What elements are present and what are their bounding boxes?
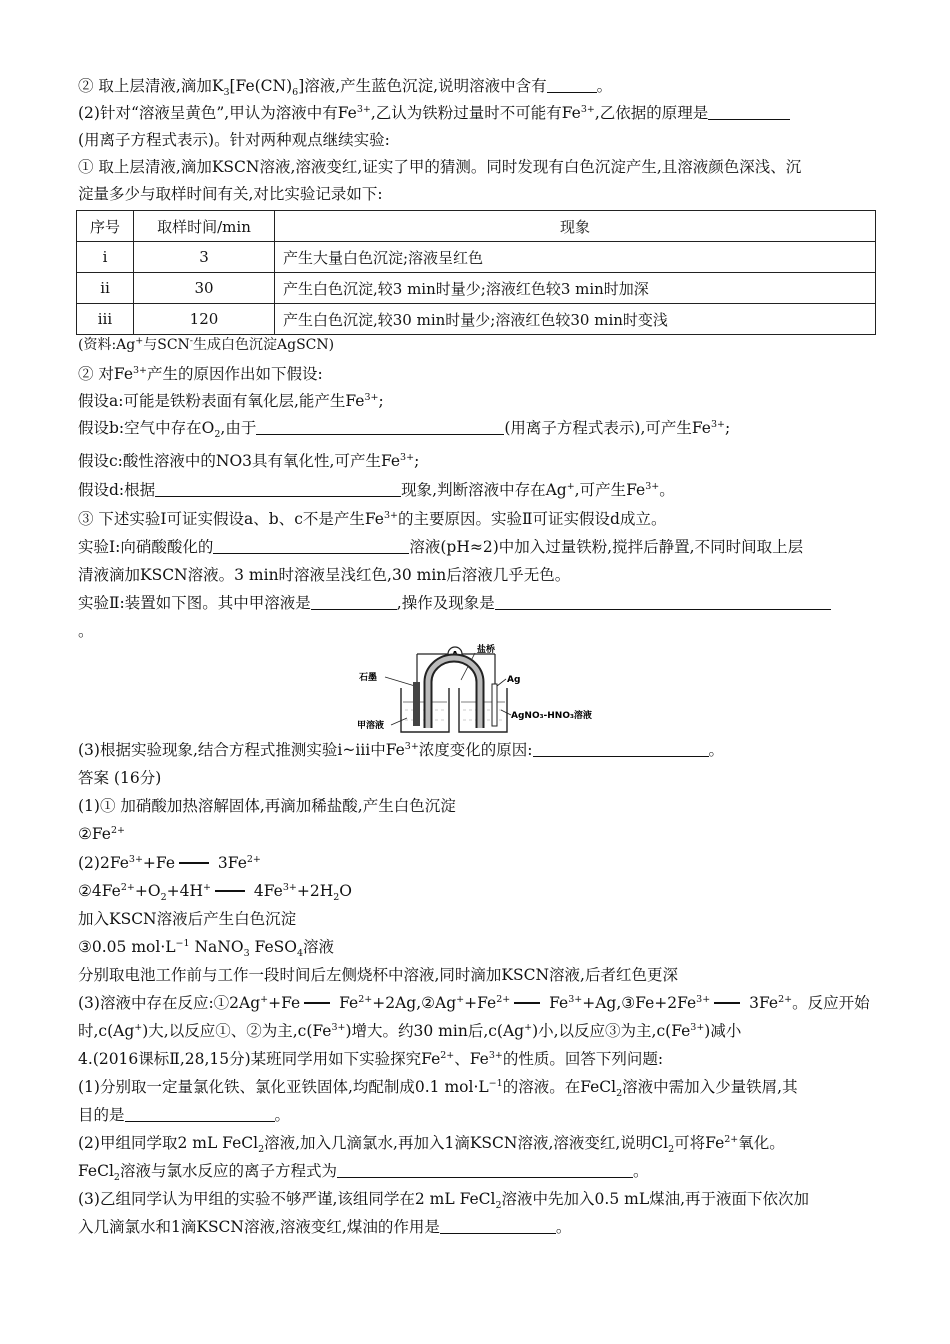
problem-4-2: (2)甲组同学取2 mL FeCl$_2$溶液,加入几滴氯水,再加入1滴KSCN溶液,溶液变红,说明$Cl_2$可将$Fe^{2+}$氧化。 bbox=[78, 1133, 785, 1156]
table-row bbox=[77, 304, 876, 335]
answer-heading: 答案 (16分) bbox=[78, 769, 162, 787]
table-header-cell: 现象 bbox=[275, 211, 876, 242]
answer-blank[interactable] bbox=[256, 419, 504, 435]
salt-bridge bbox=[428, 658, 480, 728]
line-hypothesis-title: ② 对$Fe^{3+}$产生的原因作出如下假设: bbox=[78, 364, 323, 383]
jia-solution-label: 甲溶液 bbox=[357, 721, 385, 731]
line-hypothesis-c: 假设c:酸性溶液中的NO3具有氧化性,可产生$Fe^{3+}$; bbox=[78, 451, 420, 470]
line-hypothesis-b: 假设b:空气中存在$O_2$,由于 (用离子方程式表示),可产生$Fe^{3+}$; bbox=[78, 418, 731, 441]
answer-2-4: ③0.05 $mol\cdot L^{-1}$ NaNO$_3$ FeSO$_4$溶液 bbox=[78, 937, 335, 960]
answer-blank[interactable] bbox=[440, 1218, 556, 1234]
answer-blank[interactable] bbox=[533, 741, 709, 757]
ag-label: Ag bbox=[507, 675, 521, 685]
data-note: (资料:Ag+与SCN-生成白色沉淀AgSCN) bbox=[78, 335, 335, 353]
answer-blank[interactable] bbox=[547, 77, 597, 93]
line-experiment-1: 实验Ⅰ:向硝酸酸化的 溶液(pH≈2)中加入过量铁粉,搅拌后静置,不同时间取上层 bbox=[78, 538, 804, 556]
answer-2-3: 加入KSCN溶液后产生白色沉淀 bbox=[78, 910, 297, 928]
line-q3: (3)根据实验现象,结合方程式推测实验ⅰ~ⅲ中$Fe^{3+}$浓度变化的原因: 。 bbox=[78, 740, 725, 759]
galvanic-cell-diagram bbox=[355, 640, 615, 736]
salt-bridge-label: 盐桥 bbox=[477, 645, 496, 655]
answer-blank[interactable] bbox=[155, 481, 401, 497]
table-header-cell: 取样时间/min bbox=[134, 211, 275, 242]
table-cell: ⅲ bbox=[77, 304, 134, 335]
line-experiment-2-end: 。 bbox=[78, 622, 94, 640]
line-q1-2: ② 取上层清液,滴加$K_3[Fe(CN)_6]$溶液,产生蓝色沉淀,说明溶液中含有 。 bbox=[78, 77, 613, 99]
table-header-cell: 序号 bbox=[77, 211, 134, 242]
problem-4-3-cont: 入几滴氯水和1滴KSCN溶液,溶液变红,煤油的作用是 。 bbox=[78, 1218, 572, 1236]
answer-3-1: (3)溶液中存在反应:①2Ag++Fe $Fe^{2+}+2Ag,②Ag^++Fe^{2+}$ $Fe^{3+}+Ag,③Fe+2Fe^{3+}$ $3Fe^{2+}$。反应开始 bbox=[78, 993, 870, 1012]
answer-blank[interactable] bbox=[495, 594, 831, 610]
answer-blank[interactable] bbox=[337, 1162, 633, 1178]
problem-4-1-cont: 目的是 。 bbox=[78, 1106, 291, 1124]
line-hypothesis-a: 假设a:可能是铁粉表面有氧化层,能产生$Fe^{3+}$; bbox=[78, 391, 384, 410]
problem-4-2-cont: FeCl$_2$溶液与氯水反应的离子方程式为 。 bbox=[78, 1162, 649, 1184]
graphite-electrode bbox=[413, 682, 420, 726]
problem-4-1: (1)分别取一定量氯化铁、氯化亚铁固体,均配制成0.1 $mol\cdot L^{-1}$的溶液。在FeCl$_2$溶液中需加入少量铁屑,其 bbox=[78, 1077, 798, 1100]
line-hypothesis-d: 假设d:根据 现象,判断溶液中存在Ag+,可产生$Fe^{3+}$。 bbox=[78, 480, 675, 499]
answer-blank[interactable] bbox=[125, 1106, 275, 1122]
answer-blank[interactable] bbox=[311, 594, 397, 610]
table-cell: 产生白色沉淀,较3 min时量少;溶液红色较3 min时加深 bbox=[275, 273, 876, 304]
table-row bbox=[77, 273, 876, 304]
right-solution-label: AgNO₃-HNO₃溶液 bbox=[511, 711, 592, 721]
answer-2-2: $②4Fe^{2+}+O_2+4H^+$ $4Fe^{3+}+2H_2O$ bbox=[78, 881, 352, 904]
ag-electrode bbox=[492, 684, 497, 726]
answer-1-1: (1)① 加硝酸加热溶解固体,再滴加稀盐酸,产生白色沉淀 bbox=[78, 797, 456, 815]
table-row bbox=[77, 242, 876, 273]
experiment-record-table bbox=[76, 210, 876, 335]
answer-1-2: $②Fe^{2+}$ bbox=[78, 824, 125, 843]
table-cell: 120 bbox=[134, 304, 275, 335]
table-header-row bbox=[77, 211, 876, 242]
ammeter-label: A bbox=[451, 650, 459, 661]
line-experiment-2: 实验Ⅱ:装置如下图。其中甲溶液是 ,操作及现象是 bbox=[78, 591, 831, 615]
answer-2-1: $(2)2Fe^{3+}+Fe$ $3Fe^{2+}$ bbox=[78, 853, 261, 872]
problem-4-stem: 4.(2016课标Ⅱ,28,15分)某班同学用如下实验探究$Fe^{2+}$、$Fe^{3+}$的性质。回答下列问题: bbox=[78, 1049, 664, 1068]
line-q2-1: ① 取上层清液,滴加KSCN溶液,溶液变红,证实了甲的猜测。同时发现有白色沉淀产生,且溶液颜色深浅、沉 bbox=[78, 158, 802, 176]
line-step-3: ③ 下述实验Ⅰ可证实假设a、b、c不是产生$Fe^{3+}$的主要原因。实验Ⅱ可证实假设d成立。 bbox=[78, 509, 667, 528]
table-cell: 30 bbox=[134, 273, 275, 304]
table-cell: 产生大量白色沉淀;溶液呈红色 bbox=[275, 242, 876, 273]
answer-blank[interactable] bbox=[213, 538, 409, 554]
answer-3-2: 时,c(Ag+)大,以反应①、②为主$,c(Fe^{3+})$增大。约30 min后,c(Ag+)小,以反应③为主$,c(Fe^{3+})$减小 bbox=[78, 1021, 742, 1040]
answer-blank[interactable] bbox=[708, 104, 790, 120]
table-cell: 产生白色沉淀,较30 min时量少;溶液红色较30 min时变浅 bbox=[275, 304, 876, 335]
line-q2-cont: (用离子方程式表示)。针对两种观点继续实验: bbox=[78, 131, 390, 149]
line-experiment-1-cont: 清液滴加KSCN溶液。3 min时溶液呈浅红色,30 min后溶液几乎无色。 bbox=[78, 566, 571, 584]
table-cell: ⅱ bbox=[77, 273, 134, 304]
line-q2-1-cont: 淀量多少与取样时间有关,对比实验记录如下: bbox=[78, 185, 383, 203]
answer-2-5: 分别取电池工作前与工作一段时间后左侧烧杯中溶液,同时滴加KSCN溶液,后者红色更深 bbox=[78, 966, 678, 984]
table-cell: 3 bbox=[134, 242, 275, 273]
graphite-label: 石墨 bbox=[359, 673, 378, 683]
line-q2: (2)针对“溶液呈黄色”,甲认为溶液中有$Fe^{3+}$,乙认为铁粉过量时不可能有$Fe^{3+}$,乙依据的原理是 bbox=[78, 101, 790, 125]
table-cell: ⅰ bbox=[77, 242, 134, 273]
problem-4-3: (3)乙组同学认为甲组的实验不够严谨,该组同学在2 mL FeCl$_2$溶液中先加入0.5 mL煤油,再于液面下依次加 bbox=[78, 1190, 810, 1212]
